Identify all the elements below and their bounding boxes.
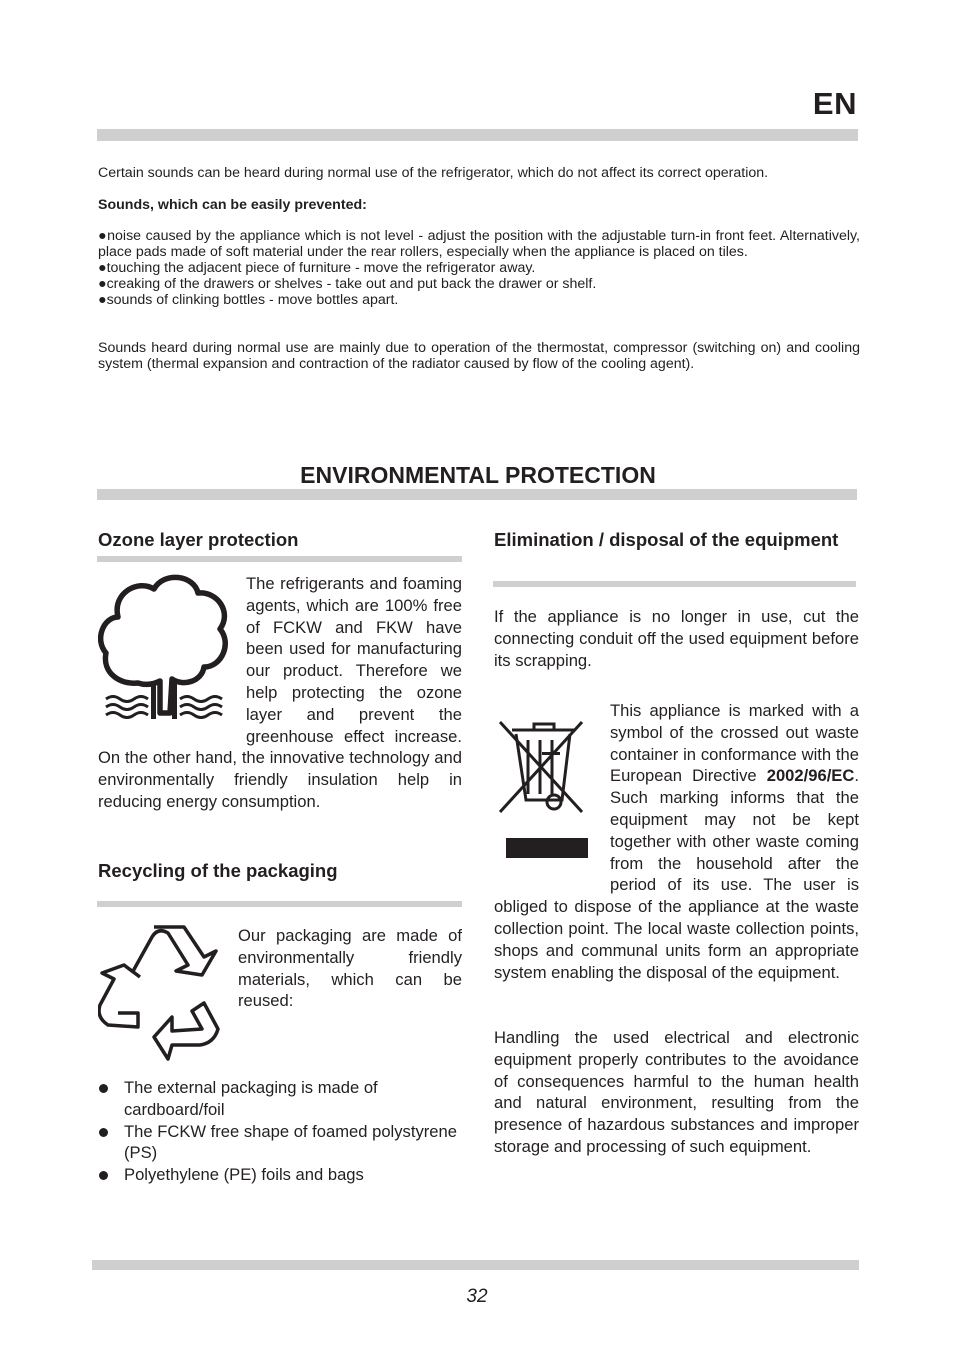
- footer-rule: [92, 1260, 859, 1270]
- disposal-intro: If the appliance is no longer in use, cut the connecting conduit off the used equipment before its scrapping.: [494, 607, 859, 670]
- sounds-bullet: ●sounds of clinking bottles - move bottles apart.: [98, 292, 399, 308]
- disposal-heading: Elimination / disposal of the equipment: [494, 529, 839, 550]
- list-item: The FCKW free shape of foamed polystyrene (PS): [98, 1121, 462, 1165]
- recycle-icon: [98, 925, 238, 1025]
- sounds-normal: Sounds heard during normal use are mainly due to operation of the thermostat, compressor (switching on) and cooling system (thermal expansion and contraction of the radiator caused by flow of the cooling agent).: [98, 340, 860, 372]
- sounds-bullet: ●creaking of the drawers or shelves - take out and put back the drawer or shelf.: [98, 276, 597, 292]
- disposal-block: This appliance is marked with a symbol of the crossed out waste container in conformance with the European Directive 2002/96/EC. Such marking informs that the equipment may not be kept together with other waste coming from the household after the period of its use. The user is obliged to dispose of the appliance at the waste collection point. The local waste collection points, shops and communal units form an appropriate system enabling the disposal of the equipment.: [494, 701, 859, 982]
- tree-icon: [98, 573, 246, 745]
- sounds-intro: Certain sounds can be heard during normal use of the refrigerator, which do not affect its correct operation.: [98, 165, 769, 181]
- recycling-rule: [97, 901, 462, 907]
- ozone-rule: [97, 556, 462, 562]
- section-title: ENVIRONMENTAL PROTECTION: [300, 462, 656, 488]
- sounds-bullet: ●noise caused by the appliance which is not level - adjust the position with the adjustable turn-in front feet. Alternatively, place pads made of soft material under the rear rollers, especially when the appliance is placed on tiles.: [98, 228, 860, 260]
- recycling-block: Our packaging are made of environmentally friendly materials, which can be reused:: [98, 925, 462, 1025]
- header-rule: [97, 129, 858, 141]
- sounds-prevent-heading: Sounds, which can be easily prevented:: [98, 197, 367, 213]
- page-number: 32: [466, 1286, 488, 1307]
- language-code: EN: [812, 86, 857, 121]
- list-item: The external packaging is made of cardboard/foil: [98, 1077, 462, 1121]
- ozone-block: The refrigerants and foaming agents, which are 100% free of FCKW and FKW have been used for manufacturing our product. Therefore we help protecting the ozone layer and prevent the greenhouse effect increase. On the other hand, the innovative technology and environmentally friendly insulation help in reducing energy consumption.: [98, 574, 462, 811]
- ozone-heading: Ozone layer protection: [98, 529, 299, 550]
- recycling-heading: Recycling of the packaging: [98, 860, 338, 881]
- disposal-handling: Handling the used electrical and electronic equipment properly contributes to the avoidance of consequences harmful to the human health and natural environment, resulting from the presence of hazardous substances and improper storage and processing of such equipment.: [494, 1028, 859, 1156]
- sounds-bullet: ●touching the adjacent piece of furniture - move the refrigerator away.: [98, 260, 536, 276]
- section-rule: [97, 489, 857, 500]
- disposal-rule: [493, 581, 856, 587]
- sounds-bullet-list: [98, 228, 860, 308]
- crossed-out-bin-icon: [494, 700, 610, 890]
- packaging-list: [98, 1077, 462, 1186]
- list-item: Polyethylene (PE) foils and bags: [98, 1164, 462, 1186]
